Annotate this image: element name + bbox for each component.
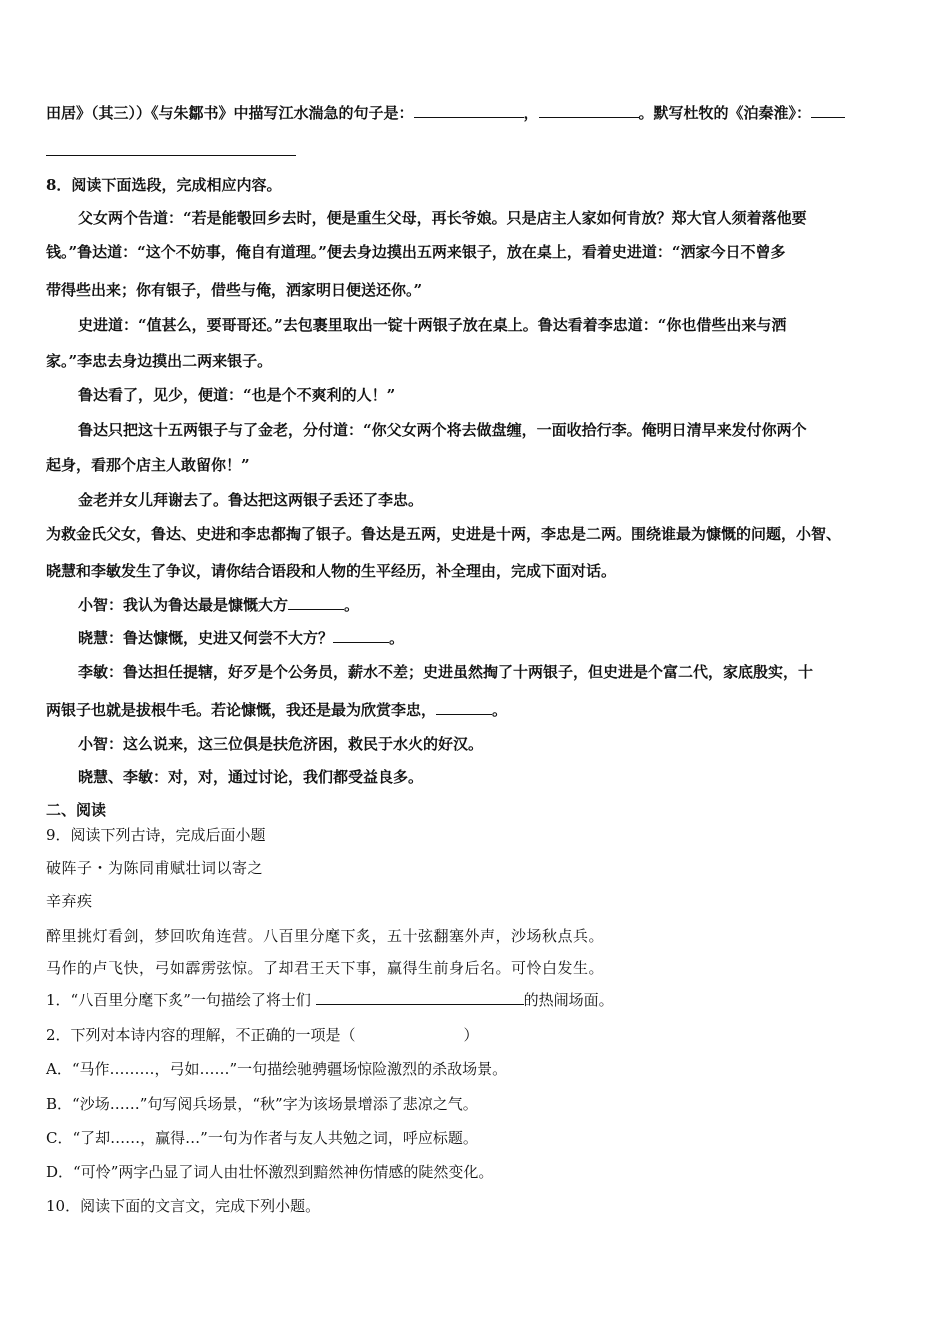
answer-blank[interactable]	[414, 103, 524, 118]
q8-p2-line1: 史进道：“值甚么，要哥哥还。”去包裹里取出一锭十两银子放在桌上。鲁达看着李忠道：“你也借些出来与洒	[78, 316, 787, 334]
q8-p3: 鲁达看了，见少，便道：“也是个不爽利的人！”	[78, 386, 396, 404]
poem-line-2: 马作的卢飞快，弓如霹雳弦惊。了却君王天下事，赢得生前身后名。可怜白发生。	[46, 959, 605, 977]
q9-subquestion-1	[46, 990, 614, 1010]
dialogue-end: 。	[492, 701, 508, 719]
q8-intro-line1: 为救金氏父女，鲁达、史进和李忠都掏了银子。鲁达是五两，史进是十两，李忠是二两。围绕谁最为慷慨的问题，小智、	[46, 525, 842, 543]
subquestion-text: 1．“八百里分麾下炙”一句描绘了将士们	[46, 991, 316, 1009]
subquestion-text: 2．下列对本诗内容的理解，不正确的一项是（	[46, 1026, 356, 1044]
answer-blank[interactable]	[436, 700, 492, 715]
q7-tail-line	[46, 103, 845, 123]
subquestion-text: 的热闹场面。	[523, 991, 614, 1009]
answer-blank[interactable]	[811, 103, 845, 118]
answer-blank[interactable]	[539, 103, 639, 118]
q8-title: 8．阅读下面选段，完成相应内容。	[46, 176, 282, 194]
answer-line[interactable]	[46, 155, 296, 156]
q8-p2-line2: 家。”李忠去身边摸出二两来银子。	[46, 352, 273, 370]
option-a[interactable]: A．“马作………，弓如……”一句描绘驰骋疆场惊险激烈的杀敌场景。	[46, 1060, 508, 1078]
q8-p4-line2: 起身，看那个店主人敢留你！”	[46, 456, 250, 474]
q8-p1-line1: 父女两个告道：“若是能彀回乡去时，便是重生父母，再长爷娘。只是店主人家如何肯放？郑大官人须着落他要	[78, 209, 807, 227]
q9-subquestion-2	[46, 1025, 479, 1045]
q10-title: 10．阅读下面的文言文，完成下列小题。	[46, 1197, 321, 1215]
dialogue-text: 晓慧：鲁达慷慨，史进又何尝不大方？	[78, 629, 334, 647]
option-d[interactable]: D．“可怜”两字凸显了词人由壮怀激烈到黯然神伤情感的陡然变化。	[46, 1163, 494, 1181]
poem-title: 破阵子・为陈同甫赋壮词以寄之	[46, 859, 264, 877]
dialogue-xiaozhi-2: 小智：这么说来，这三位俱是扶危济困，救民于水火的好汉。	[78, 735, 484, 753]
dialogue-end: 。	[344, 596, 360, 614]
answer-blank[interactable]	[288, 595, 344, 610]
poem-line-1: 醉里挑灯看剑，梦回吹角连营。八百里分麾下炙，五十弦翻塞外声，沙场秋点兵。	[46, 927, 605, 945]
option-b[interactable]: B．“沙场……”句写阅兵场景，“秋”字为该场景增添了悲凉之气。	[46, 1095, 478, 1113]
dialogue-both: 晓慧、李敏：对，对，通过讨论，我们都受益良多。	[78, 768, 424, 786]
q8-p1-line2: 钱。”鲁达道：“这个不妨事，俺自有道理。”便去身边摸出五两来银子，放在桌上，看着史进道：“洒家今日不曾多	[46, 243, 786, 261]
dialogue-xiaozhi-1	[78, 595, 359, 615]
dialogue-text: 两银子也就是拔根牛毛。若论慷慨，我还是最为欣赏李忠，	[46, 701, 437, 719]
poem-author: 辛弃疾	[46, 892, 93, 910]
dialogue-text: 小智：我认为鲁达最是慷慨大方	[78, 596, 289, 614]
dialogue-end: 。	[389, 629, 405, 647]
q8-p1-line3: 带得些出来；你有银子，借些与俺，洒家明日便送还你。”	[46, 281, 423, 299]
q9-title: 9．阅读下列古诗，完成后面小题	[46, 826, 266, 844]
q7-text: 田居》（其三））《与朱鄒书》中描写江水湍急的句子是：	[46, 104, 414, 122]
answer-blank[interactable]	[333, 628, 389, 643]
q7-sep: ，	[523, 104, 539, 122]
subquestion-text: ）	[463, 1026, 479, 1044]
q7-mid: 。默写杜牧的《泊秦淮》：	[638, 104, 812, 122]
q8-p5: 金老并女儿拜谢去了。鲁达把这两银子丢还了李忠。	[78, 491, 424, 509]
dialogue-limin-line1: 李敏：鲁达担任提辖，好歹是个公务员，薪水不差；史进虽然掏了十两银子，但史进是个富二代，家底殷实，十	[78, 663, 814, 681]
q8-p4-line1: 鲁达只把这十五两银子与了金老，分付道：“你父女两个将去做盘缠，一面收拾行李。俺明日清早来发付你两个	[78, 421, 807, 439]
answer-blank[interactable]	[316, 990, 524, 1005]
dialogue-xiaohui-1	[78, 628, 404, 648]
dialogue-limin-line2	[46, 700, 507, 720]
option-c[interactable]: C．“了却……，赢得…”一句为作者与友人共勉之词，呼应标题。	[46, 1129, 478, 1147]
section-heading: 二、阅读	[46, 801, 107, 819]
q8-intro-line2: 晓慧和李敏发生了争议，请你结合语段和人物的生平经历，补全理由，完成下面对话。	[46, 562, 617, 580]
